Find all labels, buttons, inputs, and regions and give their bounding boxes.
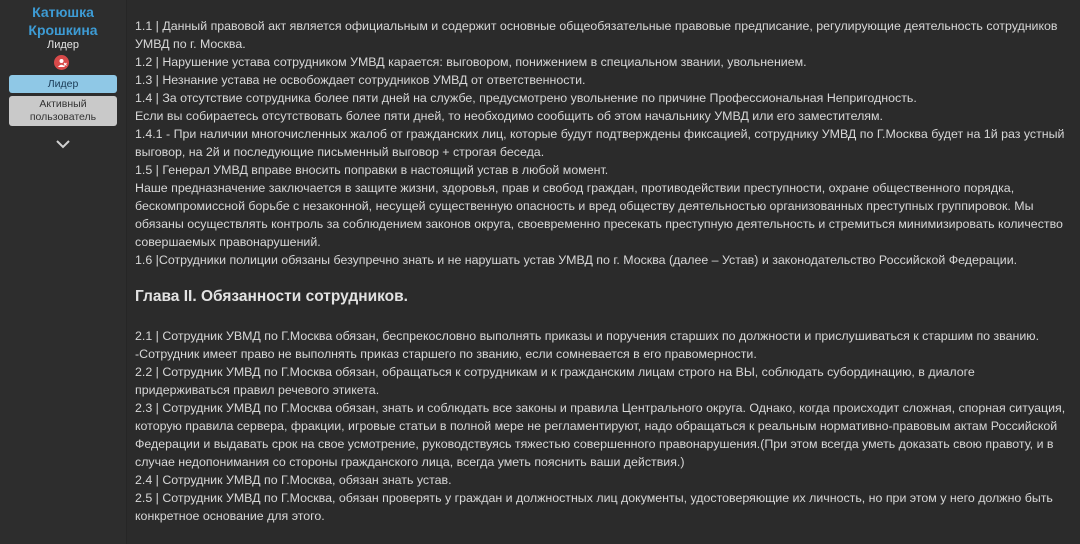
paragraph: Наше предназначение заключается в защите жизни, здоровья, прав и свобод граждан, противодействии преступности, охране общественного порядка, бескомпромиссной борьбе с незаконной, несущей существенную опасность и вред обществу деятельностью организованных преступных группировок. Мы обязаны осуществлять контроль за соблюдением законов округа, своевременно пресекать преступную деятельность и стремиться минимизировать количество совершаемых правонарушений. [135, 181, 1063, 249]
paragraph: 1.3 | Незнание устава не освобождает сотрудников УМВД от ответственности. [135, 73, 586, 87]
paragraph: 1.2 | Нарушение устава сотрудником УМВД карается: выговором, понижением в специальном звании, увольнением. [135, 55, 807, 69]
user-tag-active: Активный пользователь [9, 96, 117, 126]
paragraph: 1.6 |Сотрудники полиции обязаны безупречно знать и не нарушать устав УМВД по г. Москва (далее – Устав) и законодательство Российской Федерации. [135, 253, 1018, 267]
badge-person-icon [57, 58, 67, 68]
user-badge-icon [54, 55, 69, 70]
paragraph: Если вы собираетесь отсутствовать более пяти дней, то необходимо сообщить об этом начальнику УМВД или его заместителям. [135, 109, 883, 123]
paragraph: 2.2 | Сотрудник УМВД по Г.Москва обязан, обращаться к сотрудникам и к гражданским лицам строго на ВЫ, соблюдать субординацию, в диалоге придерживаться правил речевого этикета. [135, 365, 975, 397]
paragraph: -Сотрудник имеет право не выполнять приказ старшего по званию, если сомневается в его правомерности. [135, 347, 757, 361]
user-tag-leader: Лидер [9, 75, 117, 93]
chapter-heading: Глава II. Обязанности сотрудников. [135, 288, 408, 305]
paragraph: 1.4 | За отсутствие сотрудника более пяти дней на службе, предусмотрено увольнение по причине Профессиональная Непригодность. [135, 91, 917, 105]
paragraph: 2.5 | Сотрудник УМВД по Г.Москва, обязан проверять у граждан и должностных лиц документы, удостоверяющие их личность, но при этом у него должно быть конкретное основание для этого. [135, 491, 1053, 523]
paragraph: 1.1 | Данный правовой акт является официальным и содержит основные общеобязательные правовые предписание, регулирующие деятельность сотрудников УМВД по г. Москва. [135, 19, 1058, 51]
paragraph: 1.4.1 - При наличии многочисленных жалоб от гражданских лиц, которые будут подтверждены фиксацией, сотруднику УМВД по Г.Москва будет на 1й раз устный выговор, на 2й и последующие письменный выговор + строгая беседа. [135, 127, 1065, 159]
paragraph: 1.5 | Генерал УМВД вправе вносить поправки в настоящий устав в любой момент. [135, 163, 609, 177]
user-role: Лидер [46, 39, 80, 51]
user-sidebar [0, 0, 127, 544]
chevron-down-icon[interactable] [55, 138, 71, 150]
username-link[interactable]: Катюшка Крошкина [28, 4, 98, 38]
post-body [135, 17, 1070, 525]
paragraph: 2.1 | Сотрудник УВМД по Г.Москва обязан, беспрекословно выполнять приказы и поручения старших по должности и прислушиваться к старшим по званию. [135, 329, 1040, 343]
paragraph: 2.4 | Сотрудник УМВД по Г.Москва, обязан знать устав. [135, 473, 452, 487]
paragraph: 2.3 | Сотрудник УМВД по Г.Москва обязан, знать и соблюдать все законы и правила Центрального округа. Однако, когда происходит сложная, спорная ситуация, которую правила сервера, фракции, игровые статьи в полной мере не регламентируют, надо обращаться к реальным нормативно-правовым актам Российской Федерации и выдавать срок на свое усмотрение, руководствуясь тяжестью совершенного правонарушения.(При этом всегда уметь доказать свою правоту, и в случае недопонимания со стороны гражданского лица, всегда уметь пояснить ваши действия.) [135, 401, 1066, 469]
